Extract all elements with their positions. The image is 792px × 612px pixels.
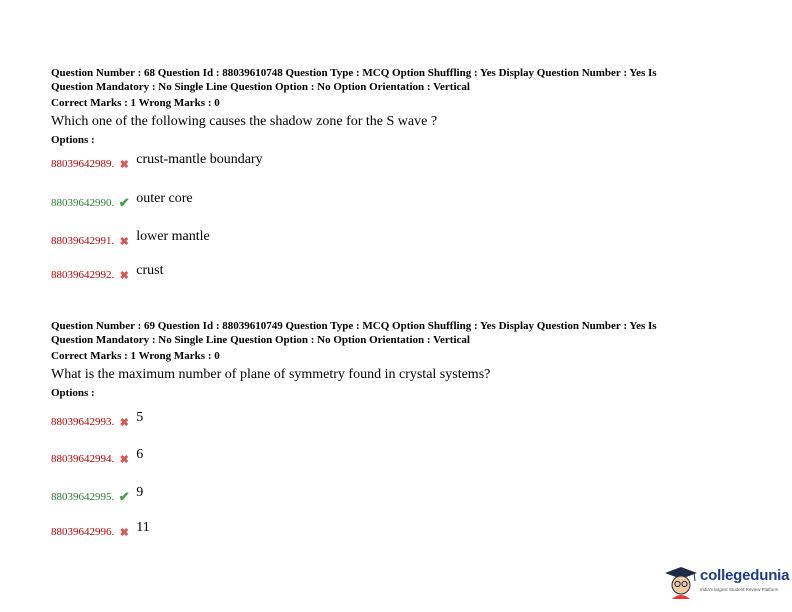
question-text: Which one of the following causes the shadow zone for the S wave ? (51, 114, 438, 129)
option-text: outer core (136, 191, 193, 206)
options-label: Options : (51, 387, 95, 399)
question-marks: Correct Marks : 1 Wrong Marks : 0 (51, 97, 220, 109)
question-meta-line: Question Number : 68 Question Id : 88039610748 Question Type : MCQ Option Shuffling : Yes Display Question Number : Yes Is (51, 67, 657, 79)
option-item (51, 191, 193, 211)
question-meta (51, 319, 741, 347)
option-text: 11 (136, 520, 150, 535)
cross-icon: ✖ (119, 453, 129, 466)
option-item (51, 410, 144, 430)
cross-icon: ✖ (119, 235, 129, 248)
option-item (51, 485, 144, 505)
check-icon: ✔ (118, 489, 130, 504)
option-item (51, 447, 144, 467)
cross-icon: ✖ (119, 269, 129, 282)
question-meta (51, 66, 741, 94)
logo-name: collegedunia (700, 567, 790, 584)
question-meta-line: Question Number : 69 Question Id : 88039610749 Question Type : MCQ Option Shuffling : Yes Display Question Number : Yes Is (51, 320, 657, 332)
cross-icon: ✖ (119, 526, 129, 539)
option-id: 88039642993. (51, 416, 115, 428)
question-meta-line: Question Mandatory : No Single Line Question Option : No Option Orientation : Vertical (51, 334, 470, 346)
option-item (51, 152, 263, 172)
option-id: 88039642991. (51, 235, 115, 247)
question-meta-line: Question Mandatory : No Single Line Question Option : No Option Orientation : Vertical (51, 81, 470, 93)
option-text: 5 (136, 410, 144, 425)
question-marks: Correct Marks : 1 Wrong Marks : 0 (51, 350, 220, 362)
option-id: 88039642996. (51, 526, 115, 538)
check-icon: ✔ (118, 195, 130, 210)
cross-icon: ✖ (119, 158, 129, 171)
logo-tagline: India's largest Student Review Platform (700, 587, 779, 592)
option-id: 88039642992. (51, 269, 115, 281)
question-69 (51, 319, 741, 400)
option-item (51, 263, 164, 283)
option-text: 9 (136, 485, 144, 500)
option-text: crust-mantle boundary (136, 152, 263, 167)
option-item (51, 229, 210, 249)
option-id: 88039642994. (51, 453, 115, 465)
option-text: crust (136, 263, 164, 278)
question-68 (51, 66, 741, 147)
option-text: 6 (136, 447, 144, 462)
cross-icon: ✖ (119, 416, 129, 429)
option-id: 88039642995. (51, 491, 115, 503)
option-id: 88039642989. (51, 158, 115, 170)
options-label: Options : (51, 134, 95, 146)
question-text: What is the maximum number of plane of symmetry found in crystal systems? (51, 367, 491, 382)
option-item (51, 520, 150, 540)
collegedunia-logo (664, 565, 790, 603)
graduate-mascot-icon (664, 565, 698, 603)
option-text: lower mantle (136, 229, 210, 244)
option-id: 88039642990. (51, 197, 115, 209)
